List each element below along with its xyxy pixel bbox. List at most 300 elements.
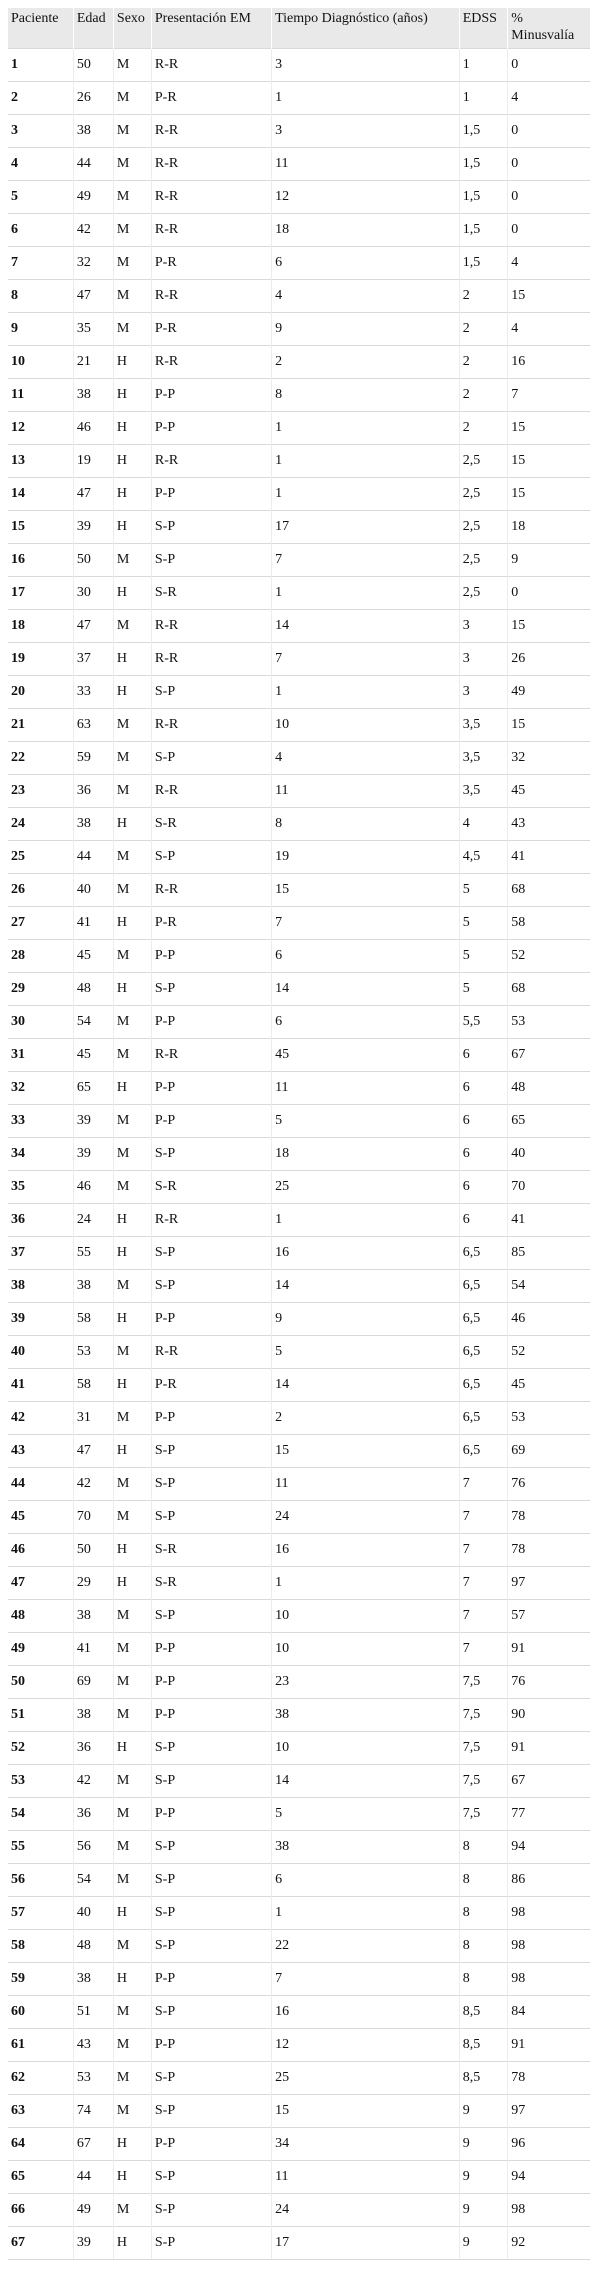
tiempo-cell: 16 [272,1237,460,1270]
edss-cell: 6 [459,1138,508,1171]
edss-cell: 4,5 [459,841,508,874]
minusvalia-cell: 94 [508,1831,590,1864]
table-row [8,1765,590,1798]
paciente-cell: 36 [8,1204,73,1237]
edss-cell: 8 [459,1864,508,1897]
table-row [8,346,590,379]
sexo-cell: H [113,1435,151,1468]
tiempo-cell: 7 [272,544,460,577]
sexo-cell: H [113,676,151,709]
sexo-cell: M [113,1930,151,1963]
paciente-cell: 9 [8,313,73,346]
tiempo-cell: 17 [272,511,460,544]
tiempo-cell: 18 [272,214,460,247]
tiempo-cell: 1 [272,577,460,610]
paciente-cell: 5 [8,181,73,214]
minusvalia-cell: 78 [508,1534,590,1567]
edad-cell: 31 [73,1402,113,1435]
presentacion-cell: R-R [151,1336,271,1369]
table-row [8,148,590,181]
presentacion-cell: S-P [151,1237,271,1270]
minusvalia-cell: 49 [508,676,590,709]
presentacion-cell: P-R [151,907,271,940]
edad-cell: 51 [73,1996,113,2029]
minusvalia-cell: 92 [508,2227,590,2260]
tiempo-cell: 16 [272,1996,460,2029]
sexo-cell: M [113,1633,151,1666]
sexo-cell: M [113,115,151,148]
edss-cell: 2 [459,346,508,379]
presentacion-cell: P-R [151,1369,271,1402]
table-row [8,643,590,676]
sexo-cell: M [113,2194,151,2227]
paciente-cell: 34 [8,1138,73,1171]
paciente-cell: 56 [8,1864,73,1897]
edad-cell: 54 [73,1006,113,1039]
edss-cell: 2,5 [459,577,508,610]
paciente-cell: 47 [8,1567,73,1600]
presentacion-cell: S-P [151,511,271,544]
edss-cell: 9 [459,2161,508,2194]
presentacion-cell: R-R [151,643,271,676]
edss-cell: 4 [459,808,508,841]
table-row [8,1897,590,1930]
minusvalia-cell: 58 [508,907,590,940]
paciente-cell: 45 [8,1501,73,1534]
presentacion-cell: P-P [151,1006,271,1039]
edss-cell: 7,5 [459,1732,508,1765]
edad-cell: 44 [73,148,113,181]
paciente-cell: 1 [8,49,73,82]
edss-cell: 1 [459,49,508,82]
edss-cell: 6 [459,1171,508,1204]
paciente-cell: 8 [8,280,73,313]
tiempo-cell: 8 [272,808,460,841]
table-body [8,49,590,2260]
sexo-cell: H [113,808,151,841]
edss-cell: 7 [459,1567,508,1600]
edss-cell: 9 [459,2227,508,2260]
edss-cell: 2 [459,379,508,412]
paciente-cell: 16 [8,544,73,577]
minusvalia-cell: 9 [508,544,590,577]
paciente-cell: 12 [8,412,73,445]
edss-cell: 7 [459,1600,508,1633]
paciente-cell: 61 [8,2029,73,2062]
presentacion-cell: S-P [151,1897,271,1930]
edad-cell: 53 [73,2062,113,2095]
edss-cell: 9 [459,2194,508,2227]
edss-cell: 2,5 [459,511,508,544]
edss-cell: 6 [459,1039,508,1072]
tiempo-cell: 24 [272,1501,460,1534]
presentacion-cell: P-P [151,412,271,445]
presentacion-cell: S-P [151,1600,271,1633]
edad-cell: 30 [73,577,113,610]
table-row [8,412,590,445]
header-presentacion: Presentación EM [151,8,271,49]
presentacion-cell: P-P [151,2128,271,2161]
table-row [8,1072,590,1105]
paciente-cell: 55 [8,1831,73,1864]
edss-cell: 1,5 [459,214,508,247]
presentacion-cell: S-P [151,2062,271,2095]
minusvalia-cell: 18 [508,511,590,544]
paciente-cell: 62 [8,2062,73,2095]
edss-cell: 7,5 [459,1765,508,1798]
minusvalia-cell: 16 [508,346,590,379]
minusvalia-cell: 0 [508,49,590,82]
table-row [8,115,590,148]
presentacion-cell: P-P [151,1633,271,1666]
tiempo-cell: 4 [272,280,460,313]
presentacion-cell: S-P [151,1501,271,1534]
edad-cell: 36 [73,1732,113,1765]
header-sexo: Sexo [113,8,151,49]
table-row [8,874,590,907]
minusvalia-cell: 90 [508,1699,590,1732]
table-row [8,82,590,115]
presentacion-cell: P-R [151,82,271,115]
minusvalia-cell: 78 [508,2062,590,2095]
edad-cell: 56 [73,1831,113,1864]
sexo-cell: M [113,1039,151,1072]
edss-cell: 7,5 [459,1798,508,1831]
tiempo-cell: 11 [272,775,460,808]
minusvalia-cell: 0 [508,148,590,181]
edad-cell: 38 [73,115,113,148]
table-row [8,49,590,82]
table-row [8,1270,590,1303]
edad-cell: 39 [73,1105,113,1138]
table-row [8,808,590,841]
minusvalia-cell: 98 [508,1963,590,1996]
sexo-cell: M [113,544,151,577]
sexo-cell: M [113,181,151,214]
edss-cell: 2,5 [459,544,508,577]
paciente-cell: 11 [8,379,73,412]
presentacion-cell: R-R [151,775,271,808]
edad-cell: 42 [73,1765,113,1798]
minusvalia-cell: 65 [508,1105,590,1138]
paciente-cell: 24 [8,808,73,841]
paciente-cell: 17 [8,577,73,610]
paciente-cell: 50 [8,1666,73,1699]
tiempo-cell: 6 [272,940,460,973]
paciente-cell: 35 [8,1171,73,1204]
sexo-cell: H [113,1303,151,1336]
sexo-cell: M [113,1699,151,1732]
table-row [8,1699,590,1732]
tiempo-cell: 7 [272,643,460,676]
sexo-cell: M [113,742,151,775]
edad-cell: 58 [73,1369,113,1402]
paciente-cell: 27 [8,907,73,940]
minusvalia-cell: 15 [508,709,590,742]
table-row [8,1831,590,1864]
table-row [8,1138,590,1171]
presentacion-cell: P-P [151,2029,271,2062]
tiempo-cell: 10 [272,1732,460,1765]
paciente-cell: 25 [8,841,73,874]
edss-cell: 8,5 [459,2029,508,2062]
minusvalia-cell: 78 [508,1501,590,1534]
sexo-cell: M [113,1006,151,1039]
edss-cell: 5 [459,973,508,1006]
minusvalia-cell: 45 [508,1369,590,1402]
sexo-cell: M [113,709,151,742]
minusvalia-cell: 7 [508,379,590,412]
presentacion-cell: S-R [151,577,271,610]
tiempo-cell: 1 [272,82,460,115]
paciente-cell: 44 [8,1468,73,1501]
tiempo-cell: 14 [272,1765,460,1798]
sexo-cell: M [113,313,151,346]
edad-cell: 58 [73,1303,113,1336]
paciente-cell: 58 [8,1930,73,1963]
paciente-cell: 39 [8,1303,73,1336]
tiempo-cell: 25 [272,2062,460,2095]
sexo-cell: M [113,775,151,808]
edad-cell: 38 [73,1270,113,1303]
table-row [8,676,590,709]
tiempo-cell: 6 [272,1006,460,1039]
paciente-cell: 57 [8,1897,73,1930]
table-row [8,214,590,247]
edad-cell: 50 [73,544,113,577]
minusvalia-cell: 94 [508,2161,590,2194]
sexo-cell: M [113,82,151,115]
edss-cell: 6,5 [459,1402,508,1435]
edad-cell: 41 [73,907,113,940]
tiempo-cell: 1 [272,1567,460,1600]
sexo-cell: M [113,1336,151,1369]
tiempo-cell: 11 [272,2161,460,2194]
table-row [8,544,590,577]
edss-cell: 1,5 [459,181,508,214]
presentacion-cell: S-P [151,2161,271,2194]
sexo-cell: M [113,1171,151,1204]
table-row [8,1006,590,1039]
tiempo-cell: 6 [272,247,460,280]
presentacion-cell: S-P [151,1732,271,1765]
presentacion-cell: P-P [151,1072,271,1105]
sexo-cell: M [113,280,151,313]
edad-cell: 43 [73,2029,113,2062]
presentacion-cell: S-P [151,1270,271,1303]
table-row [8,1039,590,1072]
table-row [8,511,590,544]
minusvalia-cell: 85 [508,1237,590,1270]
sexo-cell: M [113,2095,151,2128]
table-row [8,1864,590,1897]
table-row [8,1963,590,1996]
paciente-cell: 60 [8,1996,73,2029]
edad-cell: 46 [73,1171,113,1204]
edss-cell: 3,5 [459,742,508,775]
presentacion-cell: P-P [151,1699,271,1732]
edad-cell: 42 [73,1468,113,1501]
presentacion-cell: S-P [151,1996,271,2029]
table-row [8,577,590,610]
minusvalia-cell: 96 [508,2128,590,2161]
sexo-cell: H [113,973,151,1006]
paciente-cell: 41 [8,1369,73,1402]
paciente-cell: 30 [8,1006,73,1039]
table-row [8,2161,590,2194]
presentacion-cell: R-R [151,1039,271,1072]
presentacion-cell: R-R [151,610,271,643]
edad-cell: 26 [73,82,113,115]
edss-cell: 1 [459,82,508,115]
presentacion-cell: R-R [151,280,271,313]
edad-cell: 67 [73,2128,113,2161]
edad-cell: 69 [73,1666,113,1699]
table-row [8,1501,590,1534]
sexo-cell: M [113,1138,151,1171]
edad-cell: 45 [73,940,113,973]
table-row [8,280,590,313]
tiempo-cell: 11 [272,148,460,181]
paciente-cell: 26 [8,874,73,907]
table-row [8,1567,590,1600]
table-header [8,8,590,49]
sexo-cell: M [113,1600,151,1633]
sexo-cell: M [113,1468,151,1501]
edad-cell: 49 [73,2194,113,2227]
tiempo-cell: 15 [272,2095,460,2128]
edss-cell: 1,5 [459,247,508,280]
minusvalia-cell: 0 [508,577,590,610]
edss-cell: 8 [459,1831,508,1864]
presentacion-cell: S-P [151,2095,271,2128]
minusvalia-cell: 67 [508,1765,590,1798]
table-row [8,1996,590,2029]
table-row [8,841,590,874]
minusvalia-cell: 91 [508,1732,590,1765]
presentacion-cell: R-R [151,148,271,181]
edad-cell: 49 [73,181,113,214]
minusvalia-cell: 40 [508,1138,590,1171]
tiempo-cell: 1 [272,445,460,478]
edss-cell: 3,5 [459,775,508,808]
tiempo-cell: 14 [272,973,460,1006]
edss-cell: 2 [459,412,508,445]
table-row [8,445,590,478]
sexo-cell: M [113,940,151,973]
edad-cell: 40 [73,1897,113,1930]
paciente-cell: 13 [8,445,73,478]
edad-cell: 42 [73,214,113,247]
presentacion-cell: S-P [151,973,271,1006]
minusvalia-cell: 15 [508,478,590,511]
paciente-cell: 14 [8,478,73,511]
paciente-cell: 33 [8,1105,73,1138]
sexo-cell: M [113,1996,151,2029]
minusvalia-cell: 4 [508,247,590,280]
sexo-cell: H [113,1369,151,1402]
tiempo-cell: 16 [272,1534,460,1567]
table-row [8,2062,590,2095]
edad-cell: 48 [73,973,113,1006]
edad-cell: 35 [73,313,113,346]
tiempo-cell: 15 [272,1435,460,1468]
sexo-cell: H [113,577,151,610]
sexo-cell: M [113,2029,151,2062]
paciente-cell: 66 [8,2194,73,2227]
minusvalia-cell: 4 [508,82,590,115]
paciente-cell: 54 [8,1798,73,1831]
minusvalia-cell: 46 [508,1303,590,1336]
presentacion-cell: P-P [151,1666,271,1699]
edss-cell: 3 [459,643,508,676]
minusvalia-cell: 67 [508,1039,590,1072]
tiempo-cell: 9 [272,313,460,346]
presentacion-cell: R-R [151,709,271,742]
edss-cell: 6,5 [459,1369,508,1402]
edad-cell: 50 [73,1534,113,1567]
table-row [8,181,590,214]
edss-cell: 5 [459,874,508,907]
sexo-cell: H [113,1567,151,1600]
table-row [8,1171,590,1204]
tiempo-cell: 12 [272,181,460,214]
minusvalia-cell: 53 [508,1402,590,1435]
minusvalia-cell: 77 [508,1798,590,1831]
edad-cell: 36 [73,1798,113,1831]
presentacion-cell: S-P [151,2194,271,2227]
edss-cell: 6,5 [459,1270,508,1303]
tiempo-cell: 14 [272,1369,460,1402]
minusvalia-cell: 15 [508,280,590,313]
paciente-cell: 38 [8,1270,73,1303]
presentacion-cell: R-R [151,214,271,247]
edss-cell: 6 [459,1105,508,1138]
sexo-cell: M [113,247,151,280]
edss-cell: 7,5 [459,1699,508,1732]
paciente-cell: 51 [8,1699,73,1732]
tiempo-cell: 10 [272,1600,460,1633]
edss-cell: 7 [459,1501,508,1534]
tiempo-cell: 15 [272,874,460,907]
sexo-cell: H [113,445,151,478]
table-row [8,1435,590,1468]
tiempo-cell: 38 [272,1699,460,1732]
edad-cell: 47 [73,280,113,313]
tiempo-cell: 45 [272,1039,460,1072]
edad-cell: 65 [73,1072,113,1105]
minusvalia-cell: 15 [508,610,590,643]
edad-cell: 32 [73,247,113,280]
table-row [8,1105,590,1138]
minusvalia-cell: 26 [508,643,590,676]
table-row [8,742,590,775]
minusvalia-cell: 0 [508,115,590,148]
presentacion-cell: S-P [151,1138,271,1171]
minusvalia-cell: 15 [508,412,590,445]
minusvalia-cell: 76 [508,1666,590,1699]
tiempo-cell: 10 [272,1633,460,1666]
sexo-cell: H [113,1237,151,1270]
table-row [8,1633,590,1666]
paciente-cell: 6 [8,214,73,247]
presentacion-cell: S-R [151,1534,271,1567]
table-row [8,1534,590,1567]
tiempo-cell: 4 [272,742,460,775]
edss-cell: 8 [459,1930,508,1963]
table-row [8,1798,590,1831]
edad-cell: 39 [73,2227,113,2260]
